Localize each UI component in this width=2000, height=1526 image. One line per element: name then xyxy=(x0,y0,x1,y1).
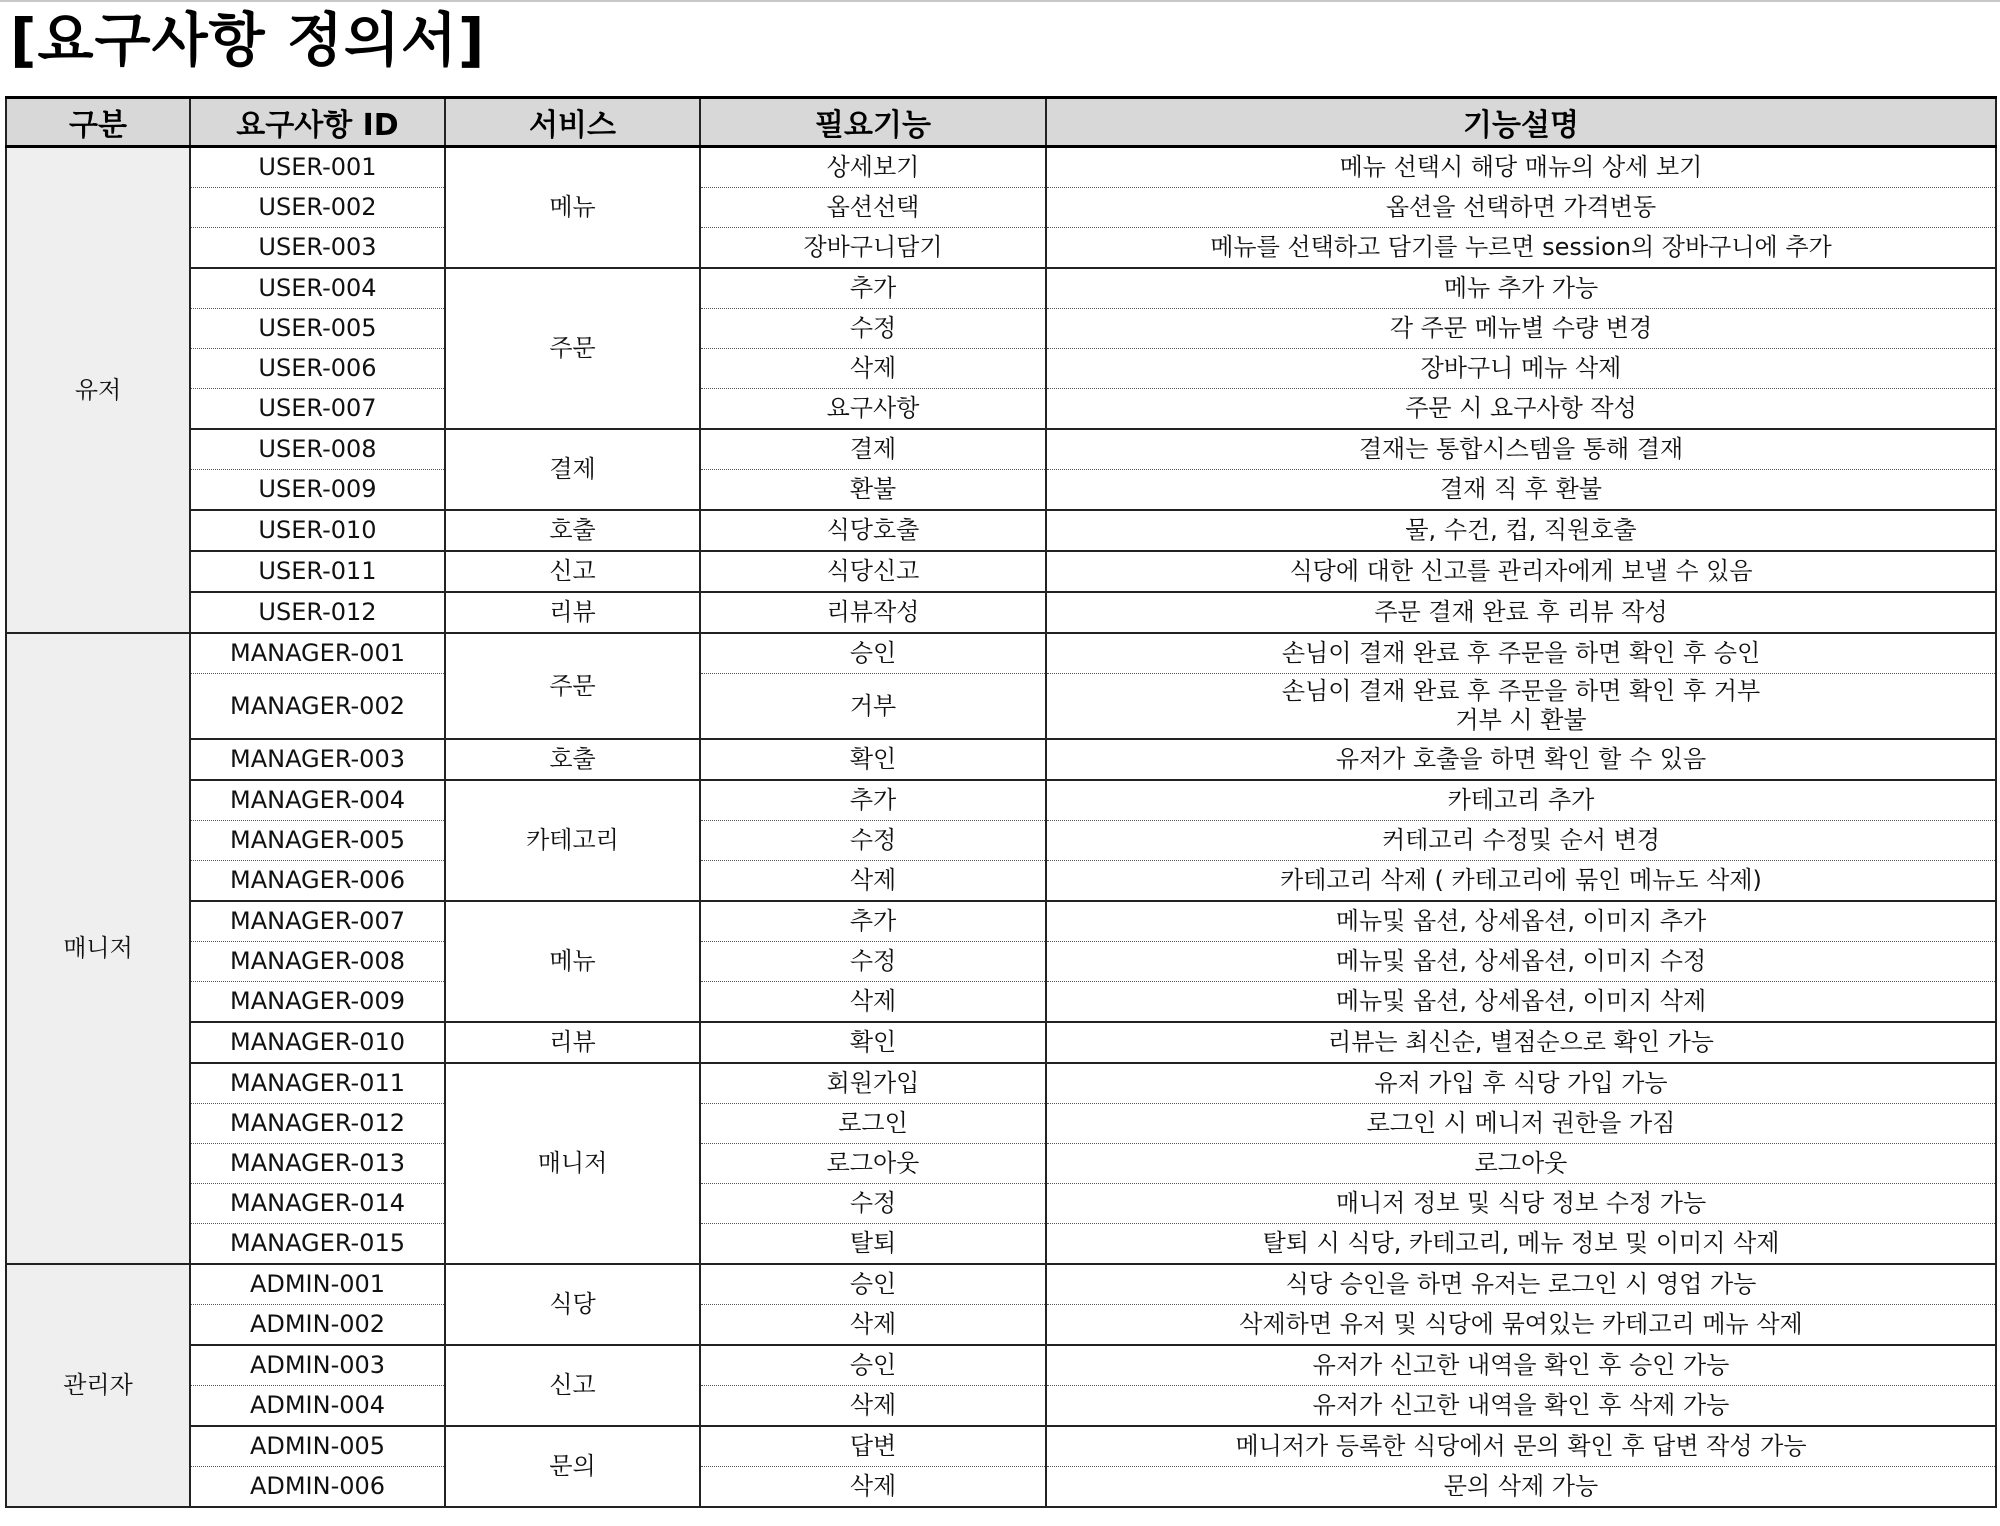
table-row xyxy=(6,510,1996,551)
feature-cell: 답변 xyxy=(700,1426,1046,1467)
service-cell: 신고 xyxy=(445,551,700,592)
feature-cell: 수정 xyxy=(700,309,1046,349)
requirement-id-cell: ADMIN-002 xyxy=(190,1305,445,1346)
header-service: 서비스 xyxy=(445,98,700,147)
requirement-id-cell: MANAGER-007 xyxy=(190,901,445,942)
description-cell xyxy=(1046,780,1996,821)
service-cell: 문의 xyxy=(445,1426,700,1507)
table-row xyxy=(6,470,1996,511)
description-line: 거부 시 환불 xyxy=(1455,706,1587,734)
service-cell: 메뉴 xyxy=(445,147,700,269)
description-line: 메뉴 선택시 해당 매뉴의 상세 보기 xyxy=(1339,153,1703,181)
feature-cell: 삭제 xyxy=(700,982,1046,1023)
description-line: 삭제하면 유저 및 식당에 묶여있는 카테고리 메뉴 삭제 xyxy=(1239,1310,1803,1338)
requirement-id-cell: MANAGER-013 xyxy=(190,1144,445,1184)
requirement-id-cell: USER-009 xyxy=(190,470,445,511)
requirement-id-cell: MANAGER-012 xyxy=(190,1104,445,1144)
feature-cell: 장바구니담기 xyxy=(700,228,1046,269)
service-cell: 주문 xyxy=(445,268,700,429)
description-line: 유저가 호출을 하면 확인 할 수 있음 xyxy=(1335,745,1707,773)
table-row xyxy=(6,942,1996,982)
page-title: [요구사항 정의서] xyxy=(10,6,486,74)
requirement-id-cell: USER-011 xyxy=(190,551,445,592)
header-description: 기능설명 xyxy=(1046,98,1996,147)
requirement-id-cell: MANAGER-014 xyxy=(190,1184,445,1224)
description-cell xyxy=(1046,982,1996,1023)
feature-cell: 식당신고 xyxy=(700,551,1046,592)
table-row xyxy=(6,1386,1996,1427)
description-line: 로그아웃 xyxy=(1474,1149,1568,1177)
description-line: 주문 결재 완료 후 리뷰 작성 xyxy=(1374,598,1668,626)
description-cell xyxy=(1046,1063,1996,1104)
requirement-id-cell: ADMIN-005 xyxy=(190,1426,445,1467)
description-line: 메뉴및 옵션, 상세옵션, 이미지 수정 xyxy=(1335,947,1707,975)
table-row xyxy=(6,1224,1996,1265)
feature-cell: 로그인 xyxy=(700,1104,1046,1144)
description-cell xyxy=(1046,633,1996,674)
requirements-table xyxy=(5,96,1997,1508)
table-row xyxy=(6,1426,1996,1467)
table-row xyxy=(6,821,1996,861)
description-cell xyxy=(1046,1104,1996,1144)
feature-cell: 요구사항 xyxy=(700,389,1046,430)
description-cell xyxy=(1046,389,1996,430)
feature-cell: 상세보기 xyxy=(700,147,1046,188)
requirement-id-cell: USER-012 xyxy=(190,592,445,633)
service-cell: 리뷰 xyxy=(445,592,700,633)
feature-cell: 확인 xyxy=(700,739,1046,780)
requirement-id-cell: USER-005 xyxy=(190,309,445,349)
feature-cell: 삭제 xyxy=(700,349,1046,389)
description-line: 식당 승인을 하면 유저는 로그인 시 영업 가능 xyxy=(1285,1270,1757,1298)
description-line: 로그인 시 메니저 권한을 가짐 xyxy=(1366,1109,1676,1137)
description-line: 문의 삭제 가능 xyxy=(1443,1472,1599,1500)
description-cell xyxy=(1046,309,1996,349)
table-row xyxy=(6,147,1996,188)
category-cell: 유저 xyxy=(6,147,190,634)
table-row xyxy=(6,309,1996,349)
description-cell xyxy=(1046,1224,1996,1265)
requirement-id-cell: MANAGER-003 xyxy=(190,739,445,780)
category-cell: 관리자 xyxy=(6,1264,190,1507)
table-row xyxy=(6,268,1996,309)
description-line: 카테고리 추가 xyxy=(1447,786,1595,814)
table-row xyxy=(6,1144,1996,1184)
description-cell xyxy=(1046,1467,1996,1508)
feature-cell: 승인 xyxy=(700,1345,1046,1386)
feature-cell: 추가 xyxy=(700,268,1046,309)
description-cell xyxy=(1046,551,1996,592)
description-cell xyxy=(1046,821,1996,861)
description-cell xyxy=(1046,1264,1996,1305)
description-line: 메뉴및 옵션, 상세옵션, 이미지 추가 xyxy=(1335,907,1707,935)
description-cell xyxy=(1046,147,1996,188)
table-body xyxy=(6,147,1996,1508)
description-cell xyxy=(1046,228,1996,269)
requirement-id-cell: MANAGER-008 xyxy=(190,942,445,982)
description-cell xyxy=(1046,429,1996,470)
description-line: 커테고리 수정및 순서 변경 xyxy=(1382,826,1660,854)
description-cell xyxy=(1046,349,1996,389)
description-line: 장바구니 메뉴 삭제 xyxy=(1420,354,1622,382)
requirement-id-cell: ADMIN-004 xyxy=(190,1386,445,1427)
requirement-id-cell: USER-008 xyxy=(190,429,445,470)
feature-cell: 확인 xyxy=(700,1022,1046,1063)
requirement-id-cell: MANAGER-011 xyxy=(190,1063,445,1104)
description-cell xyxy=(1046,268,1996,309)
table-row xyxy=(6,1104,1996,1144)
table-row xyxy=(6,1467,1996,1508)
requirement-id-cell: MANAGER-009 xyxy=(190,982,445,1023)
description-cell xyxy=(1046,1022,1996,1063)
description-cell xyxy=(1046,901,1996,942)
requirement-id-cell: USER-007 xyxy=(190,389,445,430)
feature-cell: 추가 xyxy=(700,901,1046,942)
description-line: 결재는 통합시스템을 통해 결재 xyxy=(1358,435,1684,463)
table-row xyxy=(6,674,1996,740)
table-row xyxy=(6,349,1996,389)
description-line: 옵션을 선택하면 가격변동 xyxy=(1385,193,1657,221)
description-cell xyxy=(1046,739,1996,780)
requirement-id-cell: USER-004 xyxy=(190,268,445,309)
requirement-id-cell: USER-002 xyxy=(190,188,445,228)
service-cell: 메뉴 xyxy=(445,901,700,1022)
feature-cell: 수정 xyxy=(700,1184,1046,1224)
service-cell: 신고 xyxy=(445,1345,700,1426)
description-line: 메뉴를 선택하고 담기를 누르면 session의 장바구니에 추가 xyxy=(1210,233,1832,261)
description-cell xyxy=(1046,1426,1996,1467)
feature-cell: 삭제 xyxy=(700,1386,1046,1427)
description-cell xyxy=(1046,592,1996,633)
table-row xyxy=(6,739,1996,780)
feature-cell: 추가 xyxy=(700,780,1046,821)
table-row xyxy=(6,1345,1996,1386)
service-cell: 결제 xyxy=(445,429,700,510)
table-row xyxy=(6,551,1996,592)
feature-cell: 거부 xyxy=(700,674,1046,740)
description-line: 주문 시 요구사항 작성 xyxy=(1405,394,1637,422)
requirement-id-cell: ADMIN-003 xyxy=(190,1345,445,1386)
feature-cell: 회원가입 xyxy=(700,1063,1046,1104)
requirement-id-cell: MANAGER-005 xyxy=(190,821,445,861)
description-line: 리뷰는 최신순, 별점순으로 확인 가능 xyxy=(1328,1028,1714,1056)
description-line: 탈퇴 시 식당, 카테고리, 메뉴 정보 및 이미지 삭제 xyxy=(1262,1229,1780,1257)
description-line: 매니저 정보 및 식당 정보 수정 가능 xyxy=(1335,1189,1707,1217)
feature-cell: 탈퇴 xyxy=(700,1224,1046,1265)
table-header-row xyxy=(6,98,1996,147)
description-line: 유저가 신고한 내역을 확인 후 승인 가능 xyxy=(1312,1351,1730,1379)
description-line: 메니저가 등록한 식당에서 문의 확인 후 답변 작성 가능 xyxy=(1235,1432,1807,1460)
table-row xyxy=(6,389,1996,430)
requirement-id-cell: USER-001 xyxy=(190,147,445,188)
requirement-id-cell: ADMIN-006 xyxy=(190,1467,445,1508)
feature-cell: 식당호출 xyxy=(700,510,1046,551)
description-line: 메뉴 추가 가능 xyxy=(1443,274,1599,302)
table-row xyxy=(6,1063,1996,1104)
requirement-id-cell: MANAGER-006 xyxy=(190,861,445,902)
table-row xyxy=(6,861,1996,902)
description-line: 카테고리 삭제 ( 카테고리에 묶인 메뉴도 삭제) xyxy=(1280,866,1762,894)
description-cell xyxy=(1046,510,1996,551)
description-line: 메뉴및 옵션, 상세옵션, 이미지 삭제 xyxy=(1335,987,1707,1015)
feature-cell: 로그아웃 xyxy=(700,1144,1046,1184)
table-row xyxy=(6,592,1996,633)
service-cell: 카테고리 xyxy=(445,780,700,901)
requirement-id-cell: USER-010 xyxy=(190,510,445,551)
description-line: 식당에 대한 신고를 관리자에게 보낼 수 있음 xyxy=(1289,557,1753,585)
description-cell xyxy=(1046,1345,1996,1386)
category-cell: 매니저 xyxy=(6,633,190,1264)
description-cell xyxy=(1046,1184,1996,1224)
header-category: 구분 xyxy=(6,98,190,147)
service-cell: 식당 xyxy=(445,1264,700,1345)
description-cell xyxy=(1046,188,1996,228)
feature-cell: 삭제 xyxy=(700,861,1046,902)
requirement-id-cell: MANAGER-002 xyxy=(190,674,445,740)
header-feature: 필요기능 xyxy=(700,98,1046,147)
requirement-id-cell: USER-006 xyxy=(190,349,445,389)
service-cell: 주문 xyxy=(445,633,700,739)
description-line: 손님이 결재 완료 후 주문을 하면 확인 후 승인 xyxy=(1281,639,1761,667)
requirement-id-cell: MANAGER-015 xyxy=(190,1224,445,1265)
table-row xyxy=(6,1305,1996,1346)
requirement-id-cell: USER-003 xyxy=(190,228,445,269)
description-cell xyxy=(1046,861,1996,902)
table-row xyxy=(6,982,1996,1023)
table-row xyxy=(6,633,1996,674)
description-cell xyxy=(1046,674,1996,740)
description-line: 물, 수건, 컵, 직원호출 xyxy=(1405,516,1637,544)
description-cell xyxy=(1046,942,1996,982)
feature-cell: 삭제 xyxy=(700,1305,1046,1346)
requirement-id-cell: MANAGER-010 xyxy=(190,1022,445,1063)
requirement-id-cell: MANAGER-004 xyxy=(190,780,445,821)
table-row xyxy=(6,1264,1996,1305)
feature-cell: 수정 xyxy=(700,821,1046,861)
description-line: 손님이 결재 완료 후 주문을 하면 확인 후 거부 xyxy=(1281,677,1761,705)
table-row xyxy=(6,1022,1996,1063)
description-cell xyxy=(1046,470,1996,511)
table-row xyxy=(6,1184,1996,1224)
description-line: 결재 직 후 환불 xyxy=(1440,475,1602,503)
description-line: 유저가 신고한 내역을 확인 후 삭제 가능 xyxy=(1312,1391,1730,1419)
feature-cell: 결제 xyxy=(700,429,1046,470)
table-row xyxy=(6,429,1996,470)
feature-cell: 옵션선택 xyxy=(700,188,1046,228)
service-cell: 호출 xyxy=(445,739,700,780)
table-row xyxy=(6,188,1996,228)
service-cell: 리뷰 xyxy=(445,1022,700,1063)
description-cell xyxy=(1046,1144,1996,1184)
service-cell: 매니저 xyxy=(445,1063,700,1264)
feature-cell: 리뷰작성 xyxy=(700,592,1046,633)
feature-cell: 삭제 xyxy=(700,1467,1046,1508)
description-cell xyxy=(1046,1305,1996,1346)
feature-cell: 승인 xyxy=(700,633,1046,674)
table-row xyxy=(6,901,1996,942)
header-requirement-id: 요구사항 ID xyxy=(190,98,445,147)
table-row xyxy=(6,780,1996,821)
table-row xyxy=(6,228,1996,269)
description-line: 각 주문 메뉴별 수량 변경 xyxy=(1389,314,1653,342)
description-cell xyxy=(1046,1386,1996,1427)
requirement-id-cell: MANAGER-001 xyxy=(190,633,445,674)
feature-cell: 수정 xyxy=(700,942,1046,982)
description-line: 유저 가입 후 식당 가입 가능 xyxy=(1374,1069,1668,1097)
service-cell: 호출 xyxy=(445,510,700,551)
requirement-id-cell: ADMIN-001 xyxy=(190,1264,445,1305)
feature-cell: 승인 xyxy=(700,1264,1046,1305)
feature-cell: 환불 xyxy=(700,470,1046,511)
